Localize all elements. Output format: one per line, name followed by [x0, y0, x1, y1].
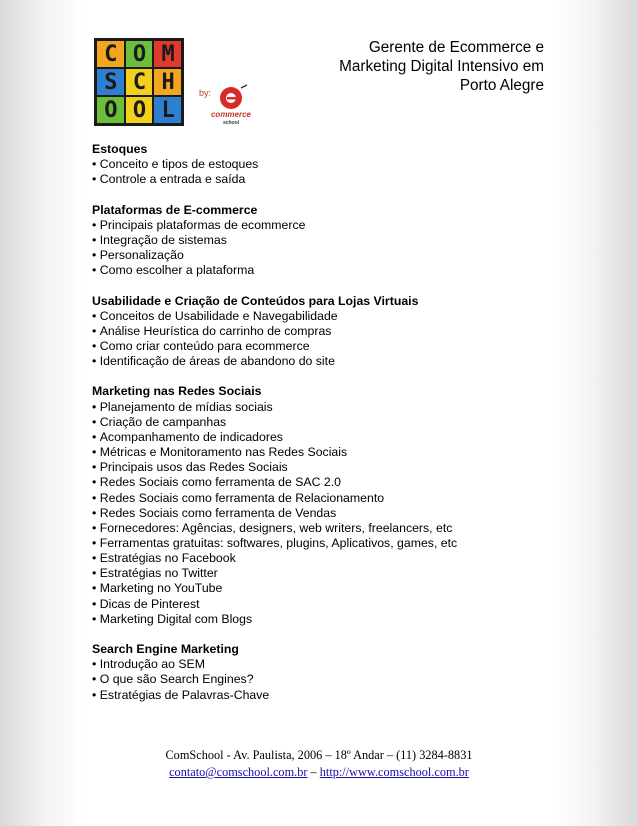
list-item: • Estratégias no Twitter: [92, 566, 572, 581]
list-item: • Acompanhamento de indicadores: [92, 430, 572, 445]
list-item: • Ferramentas gratuitas: softwares, plugins, Aplicativos, games, etc: [92, 536, 572, 551]
list-item: • Personalização: [92, 248, 572, 263]
course-content: [92, 142, 572, 718]
logo-cell: H: [153, 68, 182, 96]
logo-cell: O: [96, 96, 125, 124]
section: [92, 384, 572, 627]
footer-links: [0, 764, 638, 781]
section-title: Marketing nas Redes Sociais: [92, 384, 262, 399]
list-item: • Controle a entrada e saída: [92, 172, 572, 187]
section: [92, 203, 572, 279]
email-link[interactable]: contato@comschool.com.br: [169, 765, 308, 779]
list-item: • Criação de campanhas: [92, 415, 572, 430]
footer-address: ComSchool - Av. Paulista, 2006 – 18º Andar – (11) 3284-8831: [165, 748, 473, 762]
list-item: • Estratégias no Facebook: [92, 551, 572, 566]
list-item: • Redes Sociais como ferramenta de Vendas: [92, 506, 572, 521]
section: [92, 294, 572, 370]
list-item: • Introdução ao SEM: [92, 657, 572, 672]
list-item: • Análise Heurística do carrinho de compras: [92, 324, 572, 339]
list-item: • Marketing no YouTube: [92, 581, 572, 596]
list-item: • Marketing Digital com Blogs: [92, 612, 572, 627]
website-link[interactable]: http://www.comschool.com.br: [319, 765, 469, 779]
footer-separator: –: [307, 765, 320, 779]
list-item: • Identificação de áreas de abandono do site: [92, 354, 572, 369]
footer: [0, 747, 638, 781]
logo-cell: C: [125, 68, 154, 96]
list-item: • Planejamento de mídias sociais: [92, 400, 572, 415]
list-item: • O que são Search Engines?: [92, 672, 572, 687]
section-title: Search Engine Marketing: [92, 642, 239, 657]
list-item: • Métricas e Monitoramento nas Redes Sociais: [92, 445, 572, 460]
list-item: • Integração de sistemas: [92, 233, 572, 248]
sub-logo-word: commerce: [210, 110, 252, 119]
logo-cell: M: [153, 40, 182, 68]
list-item: • Conceitos de Usabilidade e Navegabilidade: [92, 309, 572, 324]
list-item: • Principais plataformas de ecommerce: [92, 218, 572, 233]
logo-cell: C: [96, 40, 125, 68]
list-item: • Como escolher a plataforma: [92, 263, 572, 278]
title-line: Gerente de Ecommerce e: [368, 39, 544, 56]
title-line: Porto Alegre: [459, 77, 544, 94]
page-title: [284, 38, 544, 95]
logo-cell: O: [125, 96, 154, 124]
section-title: Plataformas de E-commerce: [92, 202, 258, 217]
logo-cell: S: [96, 68, 125, 96]
list-item: • Principais usos das Redes Sociais: [92, 460, 572, 475]
sub-logo-word-2: school: [222, 120, 240, 126]
list-item: • Dicas de Pinterest: [92, 597, 572, 612]
comschool-logo: [94, 38, 184, 126]
logo-cell: L: [153, 96, 182, 124]
section: [92, 642, 572, 703]
list-item: • Redes Sociais como ferramenta de SAC 2.0: [92, 475, 572, 490]
list-item: • Estratégias de Palavras-Chave: [92, 688, 572, 703]
list-item: • Fornecedores: Agências, designers, web writers, freelancers, etc: [92, 521, 572, 536]
section-title: Estoques: [92, 142, 148, 156]
section: [92, 142, 572, 187]
list-item: • Conceito e tipos de estoques: [92, 157, 572, 172]
by-label: by:: [199, 88, 212, 98]
logo-cell: O: [125, 40, 154, 68]
list-item: • Redes Sociais como ferramenta de Relacionamento: [92, 491, 572, 506]
title-line: Marketing Digital Intensivo em: [339, 58, 544, 75]
list-item: • Como criar conteúdo para ecommerce: [92, 339, 572, 354]
section-title: Usabilidade e Criação de Conteúdos para Lojas Virtuais: [92, 293, 419, 308]
ecommerce-school-logo: [207, 82, 261, 126]
